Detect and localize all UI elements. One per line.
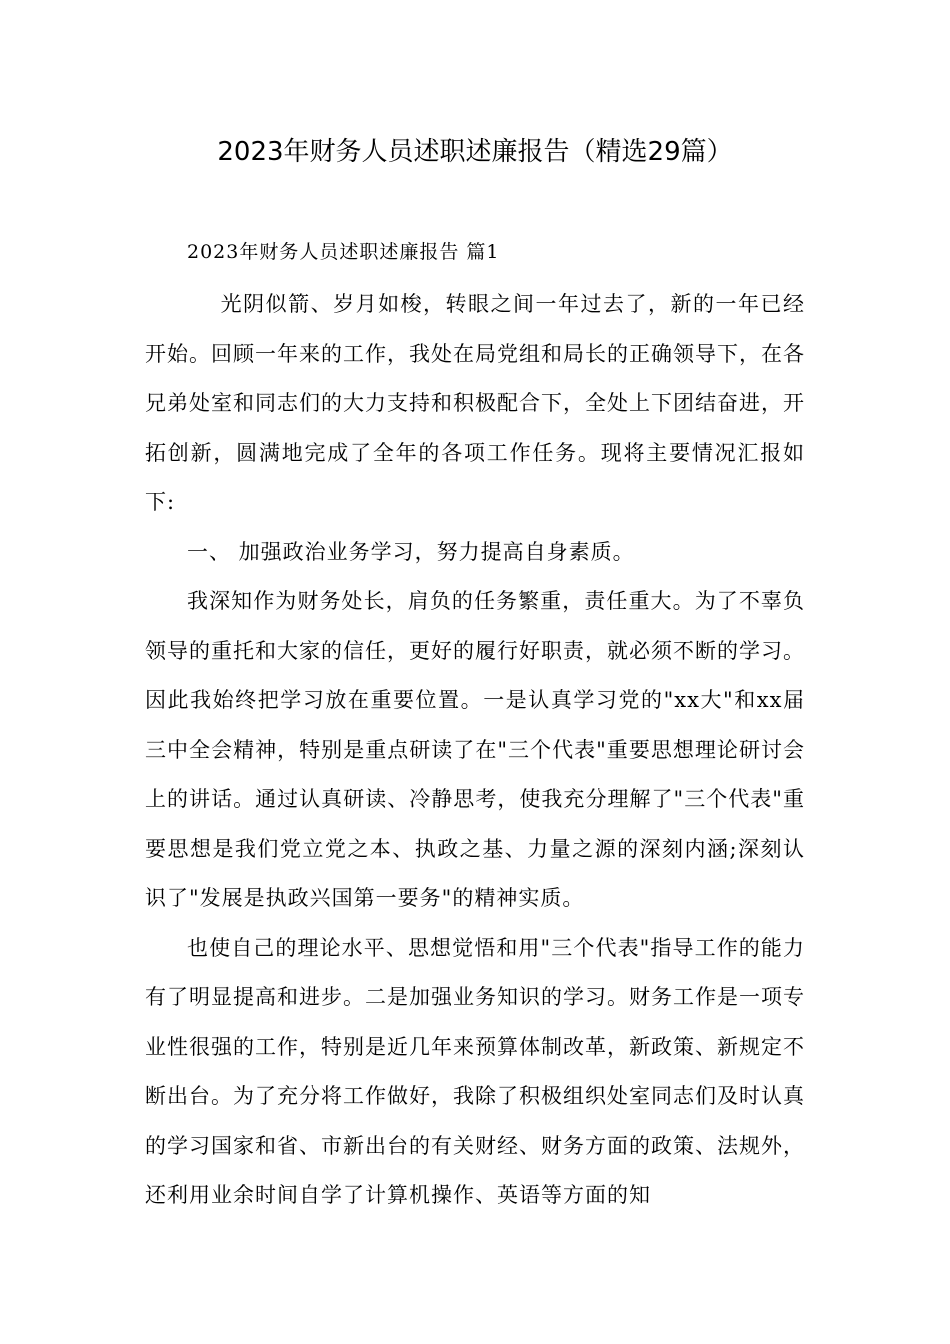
document-body <box>145 230 805 1221</box>
paragraph-heading-one: 一、 加强政治业务学习，努力提高自身素质。 <box>187 539 635 564</box>
document-title: 2023年财务人员述职述廉报告（精选29篇） <box>217 137 733 167</box>
paragraph-intro: 光阴似箭、岁月如梭，转眼之间一年过去了，新的一年已经开始。回顾一年来的工作，我处在局党组和局长的正确领导下，在各兄弟处室和同志们的大力支持和积极配合下，全处上下团结奋进，开拓创新，圆满地完成了全年的各项工作任务。现将主要情况汇报如下: <box>145 292 805 514</box>
paragraph-study: 我深知作为财务处长，肩负的任务繁重，责任重大。为了不辜负领导的重托和大家的信任，更好的履行好职责，就必须不断的学习。因此我始终把学习放在重要位置。一是认真学习党的"xx大"和xx届三中全会精神，特别是重点研读了在"三个代表"重要思想理论研讨会上的讲话。通过认真研读、冷静思考，使我充分理解了"三个代表"重要思想是我们党立党之本、执政之基、力量之源的深刻内涵;深刻认识了"发展是执政兴国第一要务"的精神实质。 <box>145 589 805 910</box>
paragraph-progress: 也使自己的理论水平、思想觉悟和用"三个代表"指导工作的能力有了明显提高和进步。二是加强业务知识的学习。财务工作是一项专业性很强的工作，特别是近几年来预算体制改革，新政策、新规定不断出台。为了充分将工作做好，我除了积极组织处室同志们及时认真的学习国家和省、市新出台的有关财经、财务方面的政策、法规外，还利用业余时间自学了计算机操作、英语等方面的知 <box>145 935 805 1207</box>
section-heading: 2023年财务人员述职述廉报告 篇1 <box>187 241 500 263</box>
